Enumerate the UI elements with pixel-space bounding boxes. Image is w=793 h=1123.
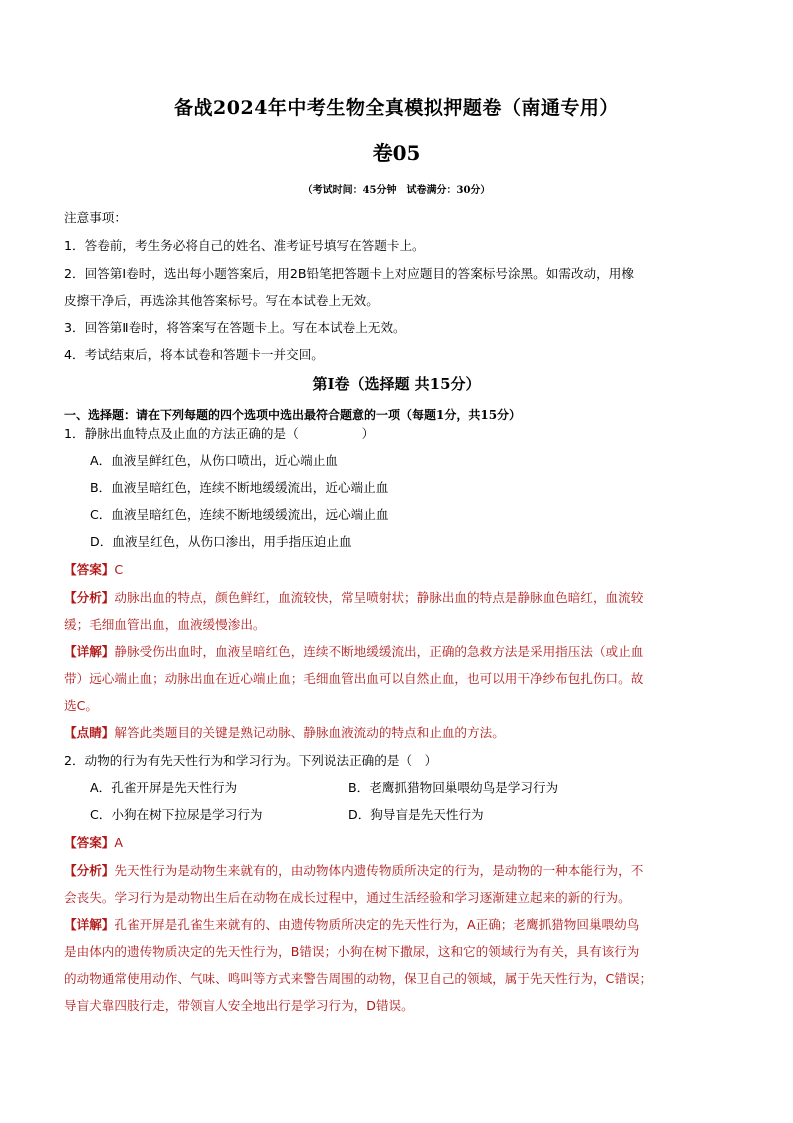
q1-stem: 1．静脉出血特点及止血的方法正确的是（ ） (64, 426, 375, 441)
detail-tag: 【详解】 (64, 644, 115, 659)
tip-text: 解答此类题目的关键是熟记动脉、静脉血液流动的特点和止血的方法。 (114, 725, 505, 740)
notice-item: 4．考试结束后，将本试卷和答题卡一并交回。 (64, 347, 324, 362)
analysis-text: 先天性行为是动物生来就有的，由动物体内遗传物质所决定的行为，是动物的一种本能行为，不 (114, 863, 644, 878)
q1-detail-cont: 带）远心端止血；动脉出血在近心端止血；毛细血管出血可以自然止血，也可以用干净纱布包扎伤口。故 (64, 671, 644, 686)
q1-option-b: B．血液呈暗红色，连续不断地缓缓流出，近心端止血 (90, 480, 389, 495)
q2-answer (64, 833, 123, 853)
q2-detail-cont: 是由体内的遗传物质决定的先天性行为，B错误；小狗在树下撒尿，这和它的领域行为有关，具有该行为 (64, 944, 640, 959)
notice-item: 1．答卷前，考生务必将自己的姓名、准考证号填写在答题卡上。 (64, 238, 425, 253)
q1-tip (64, 723, 505, 743)
q2-option-b: B．老鹰抓猎物回巢喂幼鸟是学习行为 (348, 780, 559, 795)
q2-option-c: C．小狗在树下拉尿是学习行为 (90, 807, 263, 822)
q1-detail (64, 642, 643, 662)
paper-number: 卷05 (372, 141, 421, 165)
q1-option-c: C．血液呈暗红色，连续不断地缓缓流出，远心端止血 (90, 507, 389, 522)
notice-item: 3．回答第Ⅱ卷时，将答案写在答题卡上。写在本试卷上无效。 (64, 320, 406, 335)
q2-option-a: A．孔雀开屏是先天性行为 (90, 780, 238, 795)
q2-detail-cont: 导盲犬靠四肢行走，带领盲人安全地出行是学习行为，D错误。 (64, 998, 414, 1013)
q2-detail-cont: 的动物通常使用动作、气味、鸣叫等方式来警告周围的动物，保卫自己的领域，属于先天性行为，C错误； (64, 971, 653, 986)
notice-item-cont: 皮擦干净后，再选涂其他答案标号。写在本试卷上无效。 (64, 293, 379, 308)
q2-stem: 2．动物的行为有先天性行为和学习行为。下列说法正确的是（ ） (64, 753, 438, 768)
answer-value: C (114, 562, 124, 577)
exam-info: （考试时间：45分钟 试卷满分：30分） (302, 185, 491, 196)
tip-tag: 【点睛】 (64, 725, 115, 740)
answer-tag: 【答案】 (64, 835, 115, 850)
section-instruction: 一、选择题：请在下列每题的四个选项中选出最符合题意的一项（每题1分，共15分） (64, 408, 522, 422)
analysis-tag: 【分析】 (64, 863, 115, 878)
answer-value: A (114, 835, 123, 850)
detail-text: 孔雀开屏是孔雀生来就有的、由遗传物质所决定的先天性行为，A正确；老鹰抓猎物回巢喂幼鸟 (114, 917, 640, 932)
notice-item: 2．回答第Ⅰ卷时，选出每小题答案后，用2B铅笔把答题卡上对应题目的答案标号涂黑。如需改动，用橡 (64, 266, 634, 281)
q1-option-a: A．血液呈鲜红色，从伤口喷出，近心端止血 (90, 453, 338, 468)
q1-detail-cont: 选C。 (64, 698, 98, 713)
q2-detail (64, 915, 639, 935)
q1-analysis-cont: 缓；毛细血管出血，血液缓慢渗出。 (64, 617, 266, 632)
exam-title: 备战2024年中考生物全真模拟押题卷（南通专用） (174, 97, 619, 119)
detail-tag: 【详解】 (64, 917, 115, 932)
q2-analysis-cont: 会丧失。学习行为是动物出生后在动物在成长过程中，通过生活经验和学习逐渐建立起来的新的行为。 (64, 890, 631, 905)
q1-answer (64, 560, 123, 580)
q1-analysis (64, 588, 643, 608)
q1-option-d: D．血液呈红色，从伤口渗出，用手指压迫止血 (90, 534, 352, 549)
q2-option-d: D．狗导盲是先天性行为 (348, 807, 484, 822)
notice-heading: 注意事项： (64, 210, 127, 225)
section-title: 第Ⅰ卷（选择题 共15分） (312, 375, 481, 393)
detail-text: 静脉受伤出血时，血液呈暗红色，连续不断地缓缓流出，正确的急救方法是采用指压法（或止血 (114, 644, 644, 659)
analysis-text: 动脉出血的特点，颜色鲜红，血流较快，常呈喷射状；静脉出血的特点是静脉血色暗红，血流较 (114, 590, 644, 605)
answer-tag: 【答案】 (64, 562, 115, 577)
analysis-tag: 【分析】 (64, 590, 115, 605)
q2-analysis (64, 861, 643, 881)
